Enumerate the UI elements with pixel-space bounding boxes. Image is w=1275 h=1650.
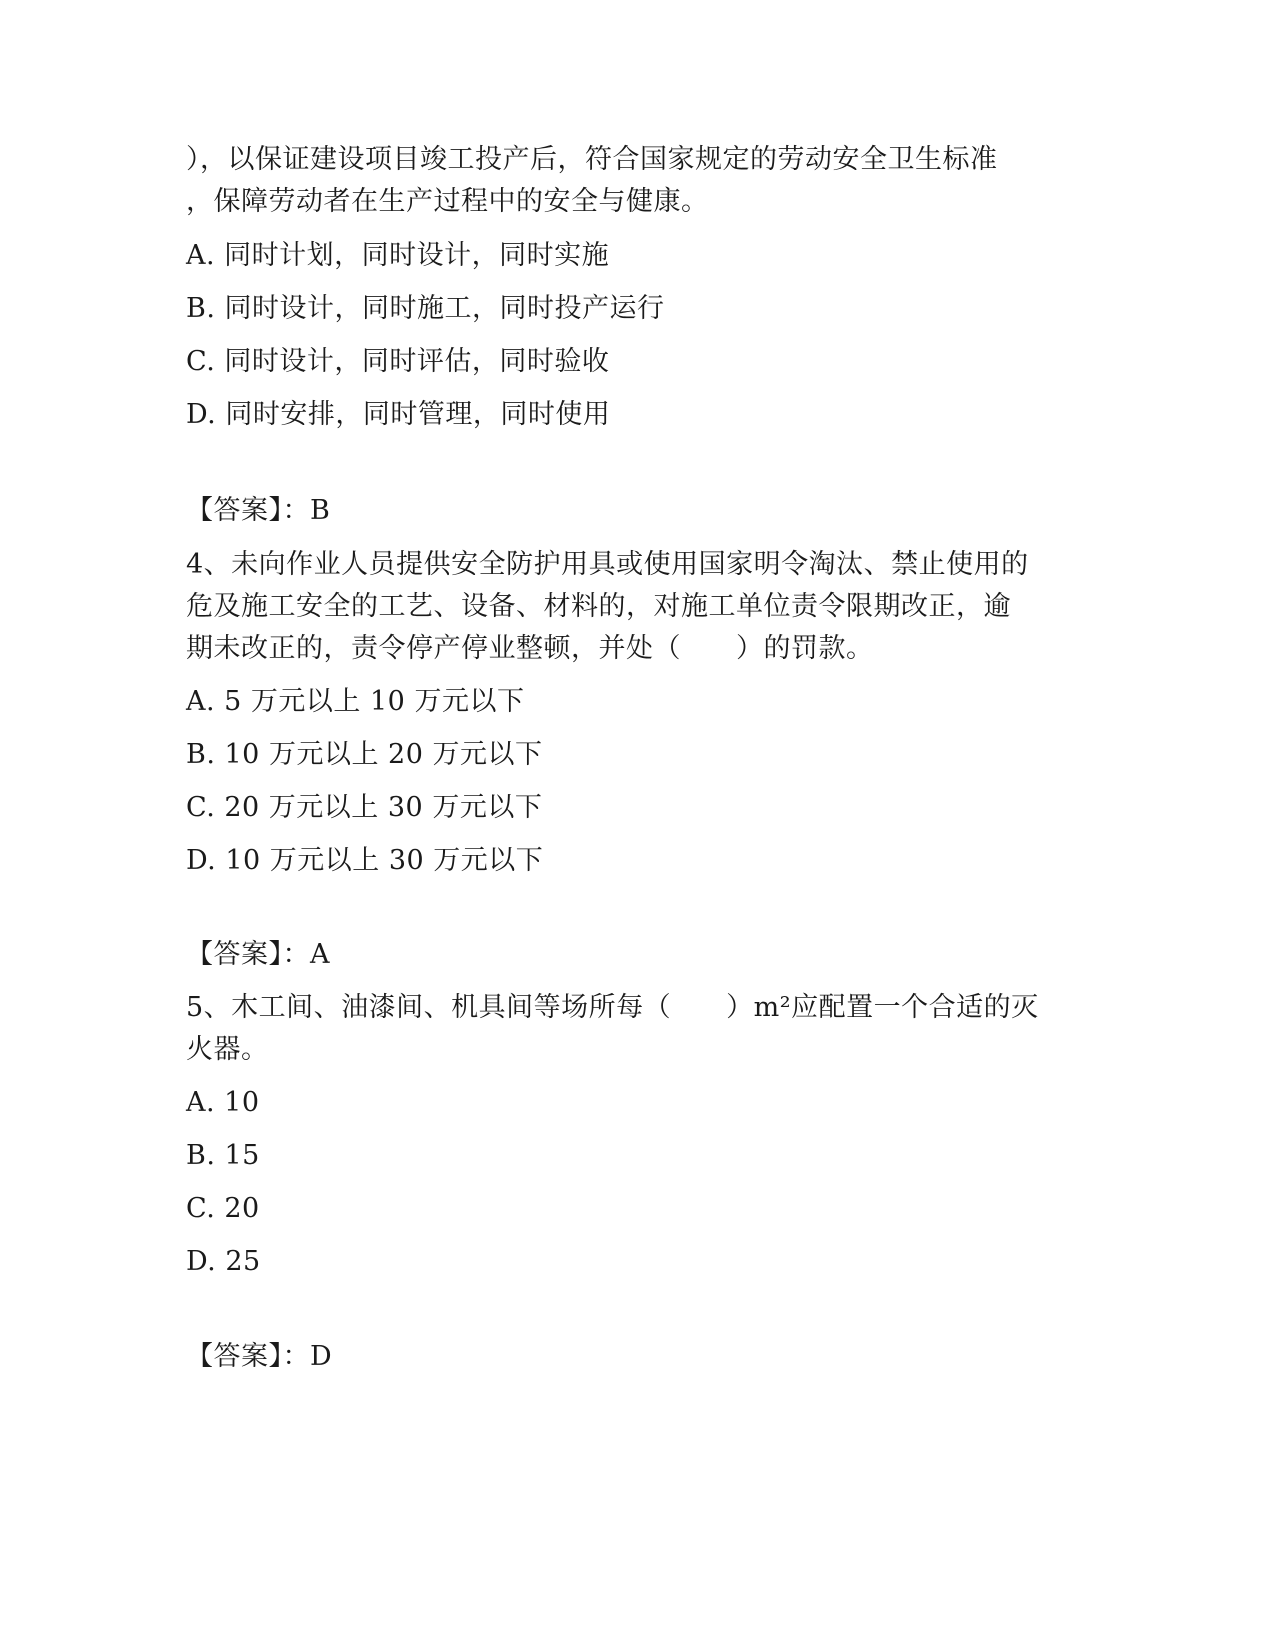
q4-answer: 【答案】：A — [186, 939, 330, 970]
q3-stem-line-2: ，保障劳动者在生产过程中的安全与健康。 — [186, 186, 709, 217]
q3-option-c: C. 同时设计，同时评估，同时验收 — [186, 346, 610, 377]
q4-stem-line-3: 期未改正的，责令停产停业整顿，并处（ ）的罚款。 — [186, 633, 874, 664]
q5-option-c: C. 20 — [186, 1193, 260, 1224]
q5-stem-line-1: 5、木工间、油漆间、机具间等场所每（ ）m²应配置一个合适的灭 — [186, 992, 1039, 1023]
q5-answer: 【答案】：D — [186, 1341, 333, 1372]
q3-option-d: D. 同时安排，同时管理，同时使用 — [186, 399, 611, 430]
q5-option-b: B. 15 — [186, 1140, 260, 1171]
q4-stem-line-2: 危及施工安全的工艺、设备、材料的，对施工单位责令限期改正，逾 — [186, 591, 1011, 622]
q3-option-a: A. 同时计划，同时设计，同时实施 — [186, 240, 610, 271]
q3-stem-line-1: ），以保证建设项目竣工投产后，符合国家规定的劳动安全卫生标准 — [186, 144, 998, 175]
q4-stem-line-1: 4、未向作业人员提供安全防护用具或使用国家明令淘汰、禁止使用的 — [186, 549, 1029, 580]
q4-option-c: C. 20 万元以上 30 万元以下 — [186, 792, 543, 823]
q4-option-a: A. 5 万元以上 10 万元以下 — [186, 686, 525, 717]
q4-option-d: D. 10 万元以上 30 万元以下 — [186, 845, 544, 876]
q4-option-b: B. 10 万元以上 20 万元以下 — [186, 739, 543, 770]
q5-stem-line-2: 火器。 — [186, 1034, 269, 1065]
q5-option-d: D. 25 — [186, 1246, 261, 1277]
q5-option-a: A. 10 — [186, 1087, 260, 1118]
q3-option-b: B. 同时设计，同时施工，同时投产运行 — [186, 293, 665, 324]
q3-answer: 【答案】：B — [186, 495, 331, 526]
